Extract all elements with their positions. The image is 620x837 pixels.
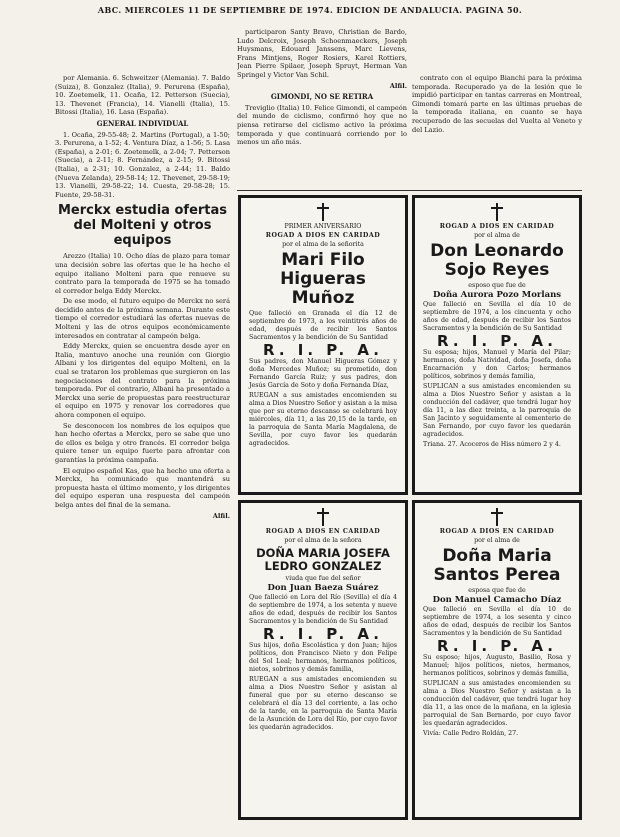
notice-foot: Vivía: Calle Pedro Roldán, 27. [423, 730, 519, 737]
notice-line: ROGAD A DIOS EN CARIDAD [439, 223, 555, 230]
paragraph: De ese modo, el futuro equipo de Merckx no será decidido antes de la próxima semana. Durante este tiempo el corredor estudiará las ofertas nuevas de Molteni y las de otros equipos económicamente interesados en contratar al campeón belga. [55, 297, 230, 340]
notice-body: Que falleció en Granada el día 12 de septiembre de 1973, a los veintitrés años de edad, después de recibir los Santos Sacramentos y la bendición de Su Santidad [249, 310, 397, 341]
notice-ruegan: SUPLICAN a sus amistades encomienden su alma a Dios Nuestro Señor y asistan a la conducción del cadáver, que tendrá lugar hoy día 11, a las once de la mañana, en la iglesia parroquial de San Bernardo, por cuyo favor les quedarán agradecidos. [423, 680, 571, 727]
top-right-column [412, 74, 582, 184]
cross-icon [490, 508, 504, 526]
top-intro: participaron Santy Bravo, Christian de Bardo, Ludo Delcroix, Joseph Schoenmaeckers, Joseph Huysmans, Edouard Janssens, Marc Lievens, Frans Mintjens, Roger Rosiers, Karel Rottiers, Jean Pierre Spilaer, Joseph Spruyt, Herman Van Springel y Victor Van Schil. [237, 28, 407, 79]
spouse-label: viuda que fue del señor [285, 575, 361, 582]
notice-line: por el alma de la señorita [282, 241, 364, 248]
top-signoff: Alfil. [389, 81, 407, 90]
paragraph: Eddy Merckx, quien se encuentra desde ayer en Italia, mantuvo anoche una reunión con Giorgio Albani y los dirigentes del equipo Molteni, en la cual se trataron los problemas que surgieron en las negociaciones del contrato para la próxima temporada. Por el contrario, Albani ha presentado a Merckx una serie de propuestas para reestructurar el equipo en 1975 y renovar los corredores que ahora componen el equipo. [55, 342, 230, 419]
gimondi-text: Treviglio (Italia) 10. Felice Gimondi, el campeón del mundo de ciclismo, confirmó hoy que no piensa retirarse del ciclismo activo la próxima temporada y que continuará corriendo por lo menos un año más. [237, 103, 407, 147]
general-text: 1. Ocaña, 29-55-48; 2. Martins (Portugal), a 1-50; 3. Perurena, a 1-52; 4. Ventura Díaz, a 1-56; 5. Lasa (España), a 2-01; 6. Zoetemelk, a 2-04; 7. Petterson (Suecia), a 2-11; 8. Fernández, a 2-15; 9. Bitossi (Italia), a 2-31; 10. Gonzalez, a 2-44; 11. Baldo (Nueva Zelanda), 29-58-14; 12. Thevenet, 29-58-19; 13. Vianelli, 29-58-22; 14. Cuesta, 29-58-28; 15. Fuente, 29-58-31. [55, 130, 230, 199]
notice-line: por el alma de [474, 537, 520, 544]
notice-family: Sus padres, don Manuel Higueras Gómez y doña Mercedes Muñoz; su prometido, don Fernando García Ruiz; y sus padres, don Jesús García de Soto y doña Fernanda Díaz, [249, 358, 397, 389]
general-title: GENERAL INDIVIDUAL [96, 118, 189, 128]
left-signoff: Alfil. [212, 511, 230, 520]
obituary-sojo [412, 195, 582, 495]
obituary-ledro [238, 500, 408, 820]
notice-ruegan: RUEGAN a sus amistades encomienden su alma a Dios Nuestro Señor y asistan al funeral que por su eterno descanso se celebrará el día 13 del corriente, a las ocho de la tarde, en la parroquia de Santa María de la Asunción de Lora del Río, por cuyo favor les quedarán agradecidos. [249, 676, 397, 731]
spouse-label: esposo que fue de [468, 282, 526, 289]
paragraph: Se desconocen los nombres de los equipos que han hecho ofertas a Merckx, pero se sabe que uno de ellos es belga y otro francés. El corredor belga quiere tener un equipo fuerte para afrontar con garantías la próxima campaña. [55, 421, 230, 464]
merckx-headline: Merckx estudia ofertas del Molteni y otros equipos [57, 203, 228, 249]
obituary-higueras [238, 195, 408, 495]
cross-icon [316, 203, 330, 221]
spouse-name: Doña Aurora Pozo Morlans [432, 290, 562, 300]
notice-line: ROGAD A DIOS EN CARIDAD [265, 528, 381, 535]
notice-body: Que falleció en Sevilla el día 10 de septiembre de 1974, a los cincuenta y ocho años de edad, después de recibir los Santos Sacramentos y la bendición de Su Santidad [423, 301, 571, 332]
paragraph: El equipo español Kas, que ha hecho una oferta a Merckx, ha comunicado que mantendrá su propuesta hasta el último momento, y los dirigentes del equipo esperan una respuesta del campeón belga antes del final de la semana. [55, 466, 230, 509]
notice-line: por el alma de [474, 232, 520, 239]
deceased-name: Doña Maria Santos Perea [433, 546, 561, 585]
right-text: contrato con el equipo Bianchi para la próxima temporada. Recuperado ya de la lesión que le impidió participar en tantas carreras en Montreal, Gimondi tomará parte en las últimas pruebas de la temporada italiana, en cuanto se haya recuperado de las secuelas del Vuelta al Veneto y del Lazio. [412, 74, 582, 134]
notice-line: ROGAD A DIOS EN CARIDAD [265, 232, 381, 239]
cross-icon [316, 508, 330, 526]
notice-family: Su esposo; hijos, Augusto, Basilio, Rosa y Manuel; hijos políticos, nietos, hermanos, hermanos políticos, sobrinos y demás familia, [423, 654, 571, 677]
notice-body: Que falleció en Lora del Río (Sevilla) el día 4 de septiembre de 1974, a los setenta y nueve años de edad, después de recibir los Santos Sacramentos y la bendición de Su Santidad [249, 594, 397, 625]
page-header: ABC. MIERCOLES 11 DE SEPTIEMBRE DE 1974. EDICION DE ANDALUCIA. PAGINA 50. [97, 5, 523, 15]
ripa: R. I. P. A. [437, 637, 557, 655]
paragraph: Arezzo (Italia) 10. Ocho días de plazo para tomar una decisión sobre las ofertas que le ha hecho el equipo italiano Molteni para que renueve su contrato para la temporada de 1975 se ha tomado el corredor belga Eddy Merckx. [55, 252, 230, 295]
deceased-name: DOÑA MARIA JOSEFA LEDRO GONZALEZ [256, 546, 390, 573]
ripa: R. I. P. A. [437, 332, 557, 350]
top-middle-column [237, 28, 407, 188]
ripa: R. I. P. A. [263, 625, 383, 643]
left-article-column [55, 74, 230, 824]
deceased-name: Mari Filo Higueras Muñoz [280, 250, 366, 308]
notice-line: PRIMER ANIVERSARIO [284, 223, 362, 230]
deceased-name: Don Leonardo Sojo Reyes [430, 241, 564, 280]
gimondi-headline: GIMONDI, NO SE RETIRA [270, 92, 374, 102]
notice-body: Que falleció en Sevilla el día 10 de septiembre de 1974, a los sesenta y cinco años de edad, después de recibir los Santos Sacramentos y la bendición de Su Santidad [423, 606, 571, 637]
cross-icon [490, 203, 504, 221]
notice-family: Sus hijos, doña Escolástica y don Juan; hijos políticos, don Francisco Nieto y don Felipe del Sol Leal; hermanos, hermanos políticos, nietos, sobrinos y demás familia, [249, 642, 397, 673]
spouse-label: esposa que fue de [468, 587, 526, 594]
notice-line: ROGAD A DIOS EN CARIDAD [439, 528, 555, 535]
notice-foot: Triana. 27. Acoceros de Hiss número 2 y 4. [423, 441, 561, 448]
left-intro: por Alemania. 6. Schweitzer (Alemania). 7. Baldo (Suiza), 8. Gonzalez (Italia), 9. Perurena (España), 10. Zoetemelk, 11. Ocaña, 12. Petterson (Suecia), 13. Thevenet (Francia), 14. Vianelli (Italia), 15. Bitossi (Italia), 16. Lasa (España). [55, 74, 230, 117]
spouse-name: Don Juan Baeza Suárez [267, 583, 379, 593]
notice-ruegan: SUPLICAN a sus amistades encomienden su alma a Dios Nuestro Señor y asistan a la conducción del cadáver, que tendrá lugar hoy día 11, a las diez treinta, a la parroquia de San Jacinto y seguidamente al cementerio de San Fernando, por cuyo favor les quedarán agradecidos. [423, 383, 571, 438]
spouse-name: Don Manuel Camacho Díaz [432, 595, 562, 605]
notice-ruegan: RUEGAN a sus amistades encomienden su alma a Dios Nuestro Señor y asistan a la misa que por su eterno descanso se celebrará hoy miércoles, día 11, a las 20,15 de la tarde, en la parroquia de Santa María Magdalena, de Sevilla, por cuyo favor les quedarán agradecidos. [249, 392, 397, 447]
obituary-santos [412, 500, 582, 820]
ripa: R. I. P. A. [263, 341, 383, 359]
notice-family: Su esposa; hijos, Manuel y María del Pilar; hermanos, doña Natividad, doña Josefa, doña Encarnación y don Carlos; hermanos políticos, sobrinos y demás familia, [423, 349, 571, 380]
divider [237, 190, 582, 191]
notice-line: por el alma de la señora [284, 537, 362, 544]
